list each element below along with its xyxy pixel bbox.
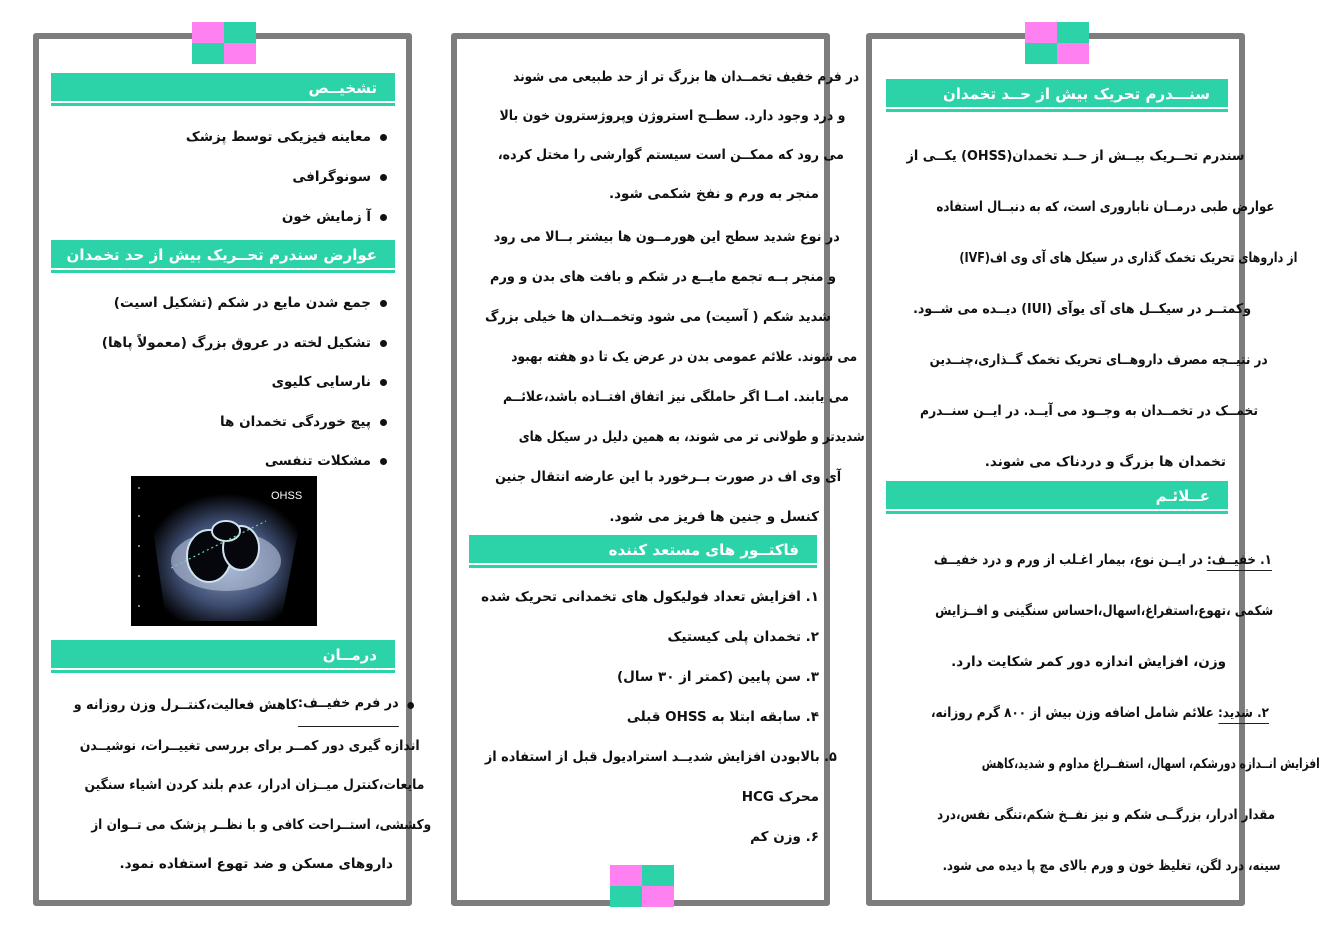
- text-line-content: منجر به ورم و نفخ شکمی شود.: [608, 186, 819, 202]
- panel-intro: [866, 33, 1320, 906]
- text-line: [495, 457, 841, 497]
- text-line: [503, 377, 849, 417]
- text-line: [80, 727, 420, 767]
- bullet-icon: [380, 379, 387, 386]
- text-line-content: تخمــک در تخمــدان به وجــود می آیــد. در ایــن سنــدرم: [920, 403, 1259, 419]
- underlined-label: ۱. خفیــف:: [1207, 552, 1272, 571]
- text-line-content: شدیدتر و طولانی تر می شوند، به همین دلیل در سیکل های: [518, 429, 865, 445]
- list-item: [53, 117, 387, 157]
- text-line-content: علائم شامل اضافه وزن بیش از ۸۰۰ گرم روزانه،: [930, 705, 1219, 721]
- section-title-symptoms: عــلائـم: [886, 481, 1228, 511]
- text-line: [467, 697, 819, 737]
- text-line-content: در نوع شدید سطح این هورمــون ها بیشتر بــالا می رود: [493, 229, 840, 245]
- decorative-squares: [1025, 22, 1089, 64]
- text-line-content: می یابند. امــا اگر حاملگی نیز اتفاق افتــاده باشد،علائــم: [503, 389, 849, 405]
- text-line: [511, 337, 857, 377]
- list-item-text: سونوگرافی: [292, 169, 371, 185]
- text-line-content: از داروهای تحریک تخمک گذاری در سیکل های آی وی اف(IVF): [959, 250, 1298, 266]
- text-line-content: کاهش فعالیت،کنتــرل وزن روزانه و: [73, 696, 298, 713]
- text-line: [888, 637, 1226, 688]
- text-line-content: سندرم تحــریک بیــش از حــد تخمدان(OHSS) یکــی از: [906, 148, 1245, 164]
- text-line: [74, 684, 414, 727]
- decorative-squares: [610, 865, 674, 907]
- text-line: [467, 577, 819, 617]
- text-line-content: در فرم خفیف تخمــدان ها بزرگ تر از حد طبیعی می شوند: [513, 69, 860, 85]
- text-line: [473, 497, 819, 537]
- text-line-content: آی وی اف در صورت بــرخورد با این عارضه انتقال جنین: [495, 469, 842, 485]
- symptoms-mild: [888, 535, 1274, 688]
- text-line: [473, 175, 819, 214]
- text-line-content: وکششی، استــراحت کافی و با نظــر پزشک می تــوان از: [91, 816, 432, 833]
- bullet-icon: [380, 214, 387, 221]
- text-line-content: تخمدان ها بزرگ و دردناک می شوند.: [984, 454, 1226, 470]
- ultrasound-label: OHSS: [271, 490, 303, 502]
- panel-diagnosis-treatment: [33, 33, 432, 906]
- mild-form-paragraph: [473, 58, 860, 214]
- text-line-content: و درد وجود دارد. سطــح استروژن وپروژسترون خون بالا: [499, 108, 846, 124]
- text-line: [91, 806, 431, 846]
- text-line: [982, 739, 1320, 790]
- text-line: [494, 217, 840, 257]
- list-item-text: مشکلات تنفسی: [264, 453, 371, 469]
- text-line: [930, 335, 1268, 386]
- list-item: [53, 157, 387, 197]
- list-item: [53, 324, 387, 364]
- text-line-content: محرک HCG: [741, 789, 819, 805]
- section-title-treatment: درمــان: [51, 640, 395, 670]
- text-line-content: مایعات،کنترل میــزان ادرار، عدم بلند کردن اشیاء سنگین: [84, 777, 425, 793]
- diagnosis-list: [53, 117, 387, 237]
- list-item-text: آ زمایش خون: [281, 209, 371, 225]
- text-line-content: عوارض طبی درمــان ناباروری است، که به دنبــال استفاده: [936, 199, 1275, 215]
- text-line: [920, 386, 1258, 437]
- text-line: [913, 284, 1251, 335]
- text-line-content: می رود که ممکــن است سیستم گوارشی را مختل کرده،: [497, 147, 844, 163]
- text-line: [84, 766, 424, 806]
- text-line-content: مقدار ادرار، بزرگــی شکم و نیز نفــخ شکم،تنگی نفس،درد: [937, 807, 1276, 823]
- text-line-content: شکمی ،تهوع،استفراغ،اسهال،احساس سنگینی و افــزایش: [935, 603, 1274, 619]
- list-item-text: تشکیل لخته در عروق بزرگ (معمولاً پاها): [101, 334, 371, 351]
- text-line-content: می شوند. علائم عمومی بدن در عرض یک تا دو هفته بهبود: [511, 349, 858, 365]
- text-line-content: ۴. سابقه ابتلا به OHSS قبلی: [626, 709, 819, 725]
- text-line-content: ۶. وزن کم: [750, 829, 819, 845]
- text-line: [490, 257, 836, 297]
- text-line: [467, 657, 819, 697]
- section-title-complications: عوارض سندرم تحــریک بیش از حد تخمدان: [51, 240, 395, 270]
- list-item-text: معاینه فیزیکی توسط پزشک: [185, 129, 371, 145]
- text-line-content: اندازه گیری دور کمــر برای بررسی تغییــرات، نوشیــدن: [79, 737, 420, 754]
- treatment-paragraph: [53, 684, 432, 885]
- text-line-content: داروهای مسکن و ضد تهوع استفاده نمود.: [119, 856, 393, 872]
- text-line: [936, 182, 1274, 233]
- text-line-content: وزن، افزایش اندازه دور کمر شکایت دارد.: [951, 654, 1226, 670]
- list-item-text: پیچ خوردگی تخمدان ها: [219, 413, 371, 430]
- section-title-diagnosis: تشخیــص: [51, 73, 395, 103]
- complications-list: [53, 284, 387, 482]
- text-line-content: وکمتــر در سیکــل های آی یوآی (IUI) دیــده می شــود.: [913, 301, 1252, 317]
- text-line: [943, 841, 1281, 892]
- text-line-content: ۱. افزایش تعداد فولیکول های تخمدانی تحریک شده: [481, 589, 819, 605]
- symptoms-severe: [888, 688, 1320, 892]
- text-line-content: در ایــن نوع، بیمار اغـلب از ورم و درد خفیــف: [933, 552, 1207, 568]
- text-line-content: افزایش انــدازه دورشکم، اسهال، استفــراغ مداوم و شدید،کاهش: [981, 756, 1320, 772]
- list-item-text: نارسایی کلیوی: [271, 374, 371, 390]
- text-line-content: سینه، درد لگن، تغلیظ خون و ورم بالای مچ پا دیده می شود.: [942, 858, 1281, 874]
- decorative-squares: [192, 22, 256, 64]
- risk-factors-list: [467, 577, 837, 857]
- text-line: [499, 97, 845, 136]
- text-line: [934, 535, 1272, 586]
- text-line-content: ۵. بالابودن افزایش شدیــد استرادیول قبل از استفاده از: [484, 749, 837, 765]
- bullet-icon: [380, 174, 387, 181]
- list-item: [53, 197, 387, 237]
- underlined-label: ۲. شدید:: [1218, 705, 1269, 724]
- panel-details: [451, 33, 865, 906]
- text-line-content: در نتیــجه مصرف داروهــای تحریک تخمک گــذاری،چنــدین: [929, 352, 1268, 368]
- text-line: [498, 136, 844, 175]
- text-line: [937, 790, 1275, 841]
- text-line: [467, 617, 819, 657]
- text-line: [485, 737, 837, 777]
- text-line-content: ۳. سن پایین (کمتر از ۳۰ سال): [617, 669, 819, 685]
- underlined-label: در فرم خفیــف:: [298, 684, 399, 727]
- text-line: [53, 845, 393, 885]
- text-line: [513, 58, 859, 97]
- list-item: [53, 403, 387, 443]
- list-item-text: جمع شدن مایع در شکم (تشکیل اسیت): [113, 295, 371, 311]
- text-line: [907, 131, 1245, 182]
- text-line: [485, 297, 831, 337]
- text-line: [931, 688, 1269, 739]
- section-title-risk-factors: فاکتــور های مستعد کننده: [469, 535, 817, 565]
- text-line-content: شدید شکم ( آسیت) می شود وتخمــدان ها خیلی بزرگ: [485, 309, 832, 325]
- ultrasound-image: [131, 476, 317, 626]
- text-line-content: ۲. تخمدان پلی کیستیک: [667, 629, 819, 645]
- text-line-content: کنسل و جنین ها فریز می شود.: [609, 509, 819, 525]
- text-line: [959, 233, 1297, 284]
- bullet-icon: [380, 300, 387, 307]
- list-item: [53, 363, 387, 403]
- bullet-icon: [380, 458, 387, 465]
- section-title-ohss: سنـــدرم تحریک بیش از حــد تخمدان: [886, 79, 1228, 109]
- severe-form-paragraph: [473, 217, 865, 537]
- intro-paragraph: [888, 131, 1298, 488]
- text-line: [467, 777, 819, 817]
- bullet-icon: [380, 419, 387, 426]
- text-line: [519, 417, 865, 457]
- bullet-icon: [380, 134, 387, 141]
- list-item: [53, 284, 387, 324]
- text-line: [935, 586, 1273, 637]
- bullet-icon: [380, 340, 387, 347]
- text-line: [467, 817, 819, 857]
- text-line-content: و منجر بــه تجمع مایــع در شکم و بافت های بدن و ورم: [490, 269, 837, 285]
- bullet-icon: [407, 702, 414, 709]
